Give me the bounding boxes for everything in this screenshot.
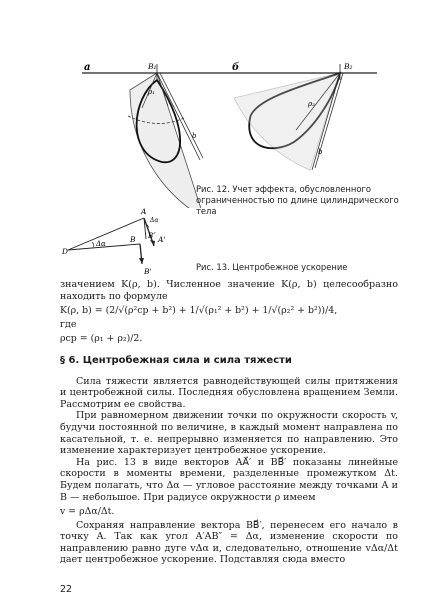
fig12-label-b2: B₂	[344, 62, 353, 71]
fig12-label-b1: B₁	[148, 62, 157, 71]
fig12-b-sector	[234, 73, 340, 170]
fig12-label-rho1: ρ₁	[148, 88, 155, 96]
figure-12-caption: Рис. 12. Учет эффекта, обусловленного ограниченностью по длине цилиндрического тела	[196, 184, 399, 216]
paragraph-1: значением K(ρ, b). Численное значение K(ρ, b) целесообразно находить по формуле	[60, 279, 398, 302]
where-label: где	[60, 318, 77, 330]
fig12-label-b: б	[232, 62, 240, 73]
fig13-label-B-dprime: B″	[148, 232, 156, 240]
fig13-label-A-prime: A'	[158, 235, 166, 244]
fig12-label-b-left: b	[192, 132, 197, 140]
fig13-label-B: B	[130, 235, 136, 244]
fig12-label-b-right: b	[318, 148, 323, 156]
paragraph-4: На рис. 13 в виде векторов AA⃗′ и BB⃗′ показаны линейные скорости в моменты времени, разделенные промежутком Δt. Будем полагать, что Δα — угловое расстояние между точками A и B — небольшое. При радиусе окружности ρ имеем	[60, 456, 398, 503]
figure-13	[62, 200, 202, 286]
fig13-label-B-prime: B'	[144, 267, 152, 276]
formula-rho: ρср = (ρ₁ + ρ₂)/2.	[60, 333, 143, 345]
paragraph-3: При равномерном движении точки по окружности скорость v, будучи постоянной по величине, в каждый момент направлена по касательной, т. е. непрерывно изменяется по направлению. Это изменение характеризует центробежное ускорение.	[60, 410, 398, 457]
fig13-label-dalpha-small: Δα	[150, 217, 159, 224]
section-heading: § 6. Центробежная сила и сила тяжести	[60, 354, 292, 366]
fig12-label-rho2: ρ₂	[308, 100, 315, 108]
figure-13-caption: Рис. 13. Центробежное ускорение	[196, 262, 348, 272]
paragraph-2: Сила тяжести является равнодействующей силы притяжения и центробежной силы. Последняя обусловлена вращением Земли. Рассмотрим ее свойства.	[60, 375, 398, 410]
fig12-diagram-a	[84, 62, 204, 208]
paragraph-5: Сохраняя направление вектора BB⃗′, перенесем его начало в точку A. Так как угол A′AB″ = Δα, изменение скорости по направлению равно дуге vΔα и, следовательно, отношение vΔα/Δt дает центробежное ускорение. Подставляя сюда вместо	[60, 519, 398, 566]
formula-k: K(ρ, b) = (2/√(ρ²ср + b²) + 1/√(ρ₁² + b²) + 1/√(ρ₂² + b²))/4,	[60, 305, 338, 317]
fig13-line-DA	[68, 218, 144, 250]
page-number: 22	[60, 584, 73, 595]
fig13-label-A: A	[141, 207, 147, 216]
body-text	[60, 279, 398, 566]
fig13-label-dalpha: Δα	[96, 240, 106, 248]
fig12-diagram-b	[232, 62, 353, 170]
fig13-arc-dalpha	[92, 242, 94, 247]
fig13-label-D: D	[62, 247, 69, 256]
fig12-label-a: a	[84, 62, 91, 73]
formula-v: v = ρΔα/Δt.	[60, 506, 115, 518]
